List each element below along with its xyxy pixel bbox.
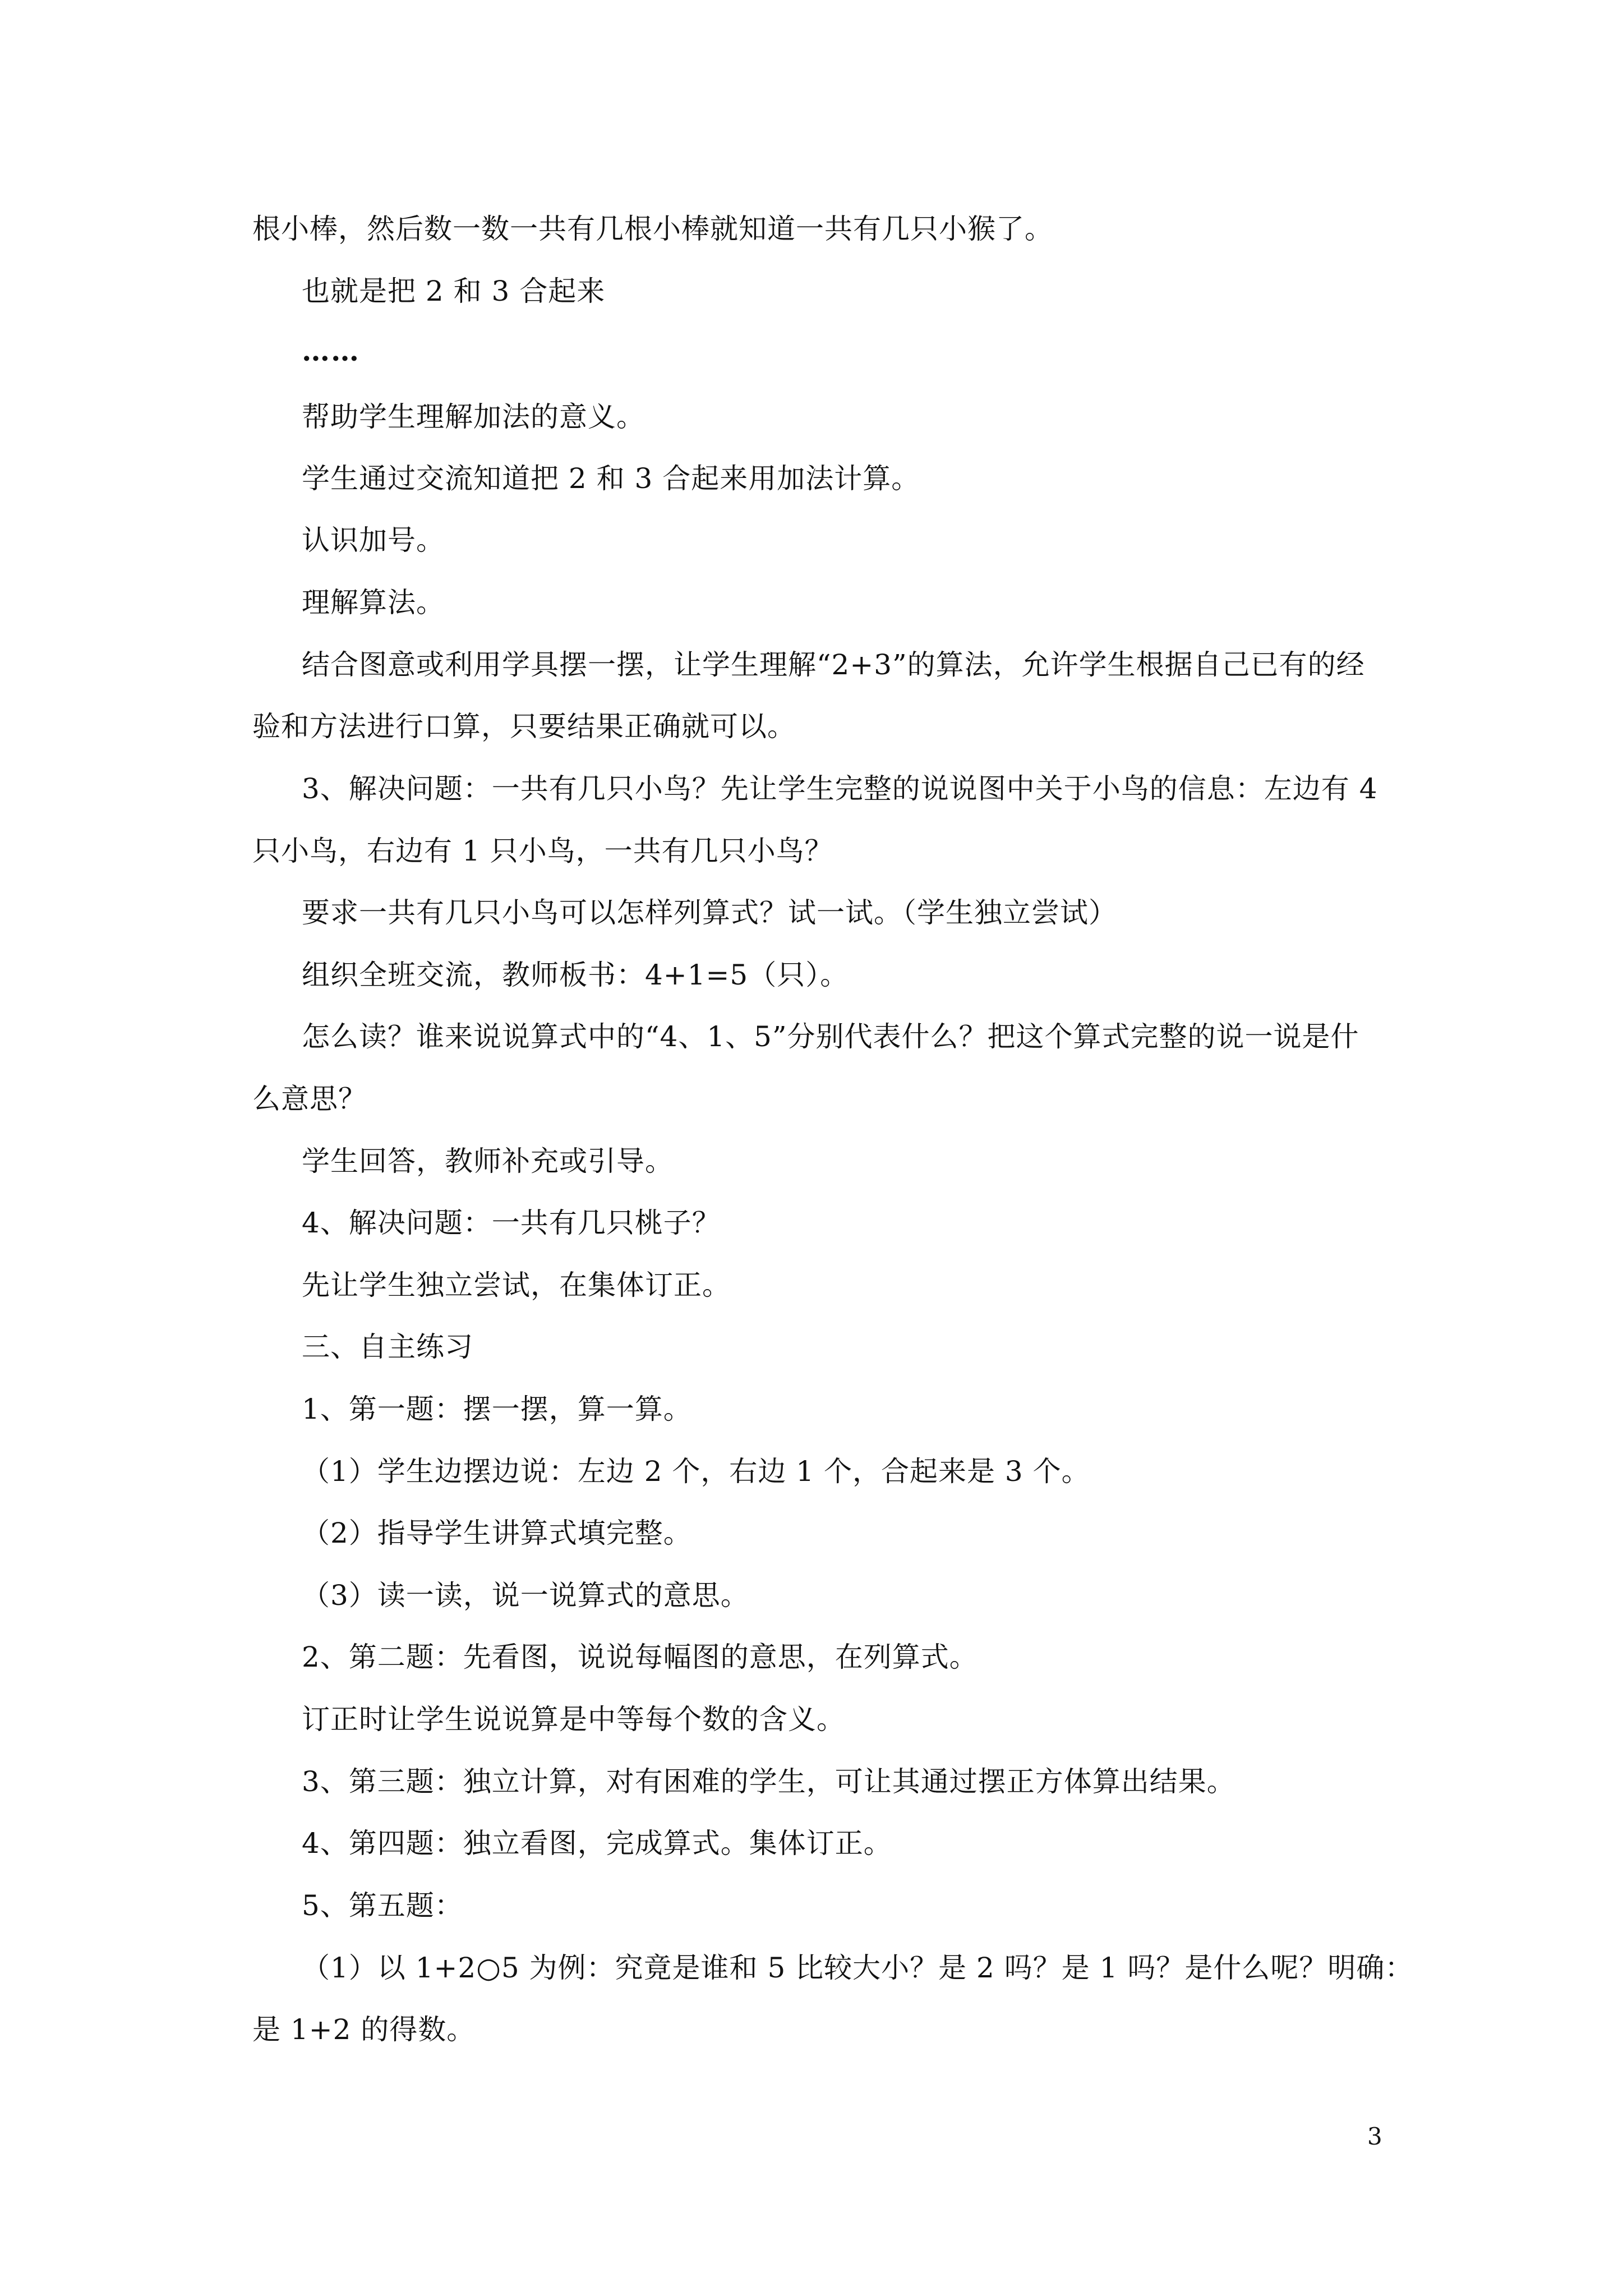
text-line: 理解算法。 bbox=[302, 586, 445, 619]
text-line: 学生通过交流知道把 2 和 3 合起来用加法计算。 bbox=[302, 462, 920, 495]
text-line: 3、第三题：独立计算，对有困难的学生，可让其通过摆正方体算出结果。 bbox=[302, 1765, 1235, 1798]
text-line: 4、解决问题：一共有几只桃子？ bbox=[302, 1207, 721, 1239]
text-line: 先让学生独立尝试，在集体订正。 bbox=[302, 1269, 731, 1301]
text-line: 学生回答，教师补充或引导。 bbox=[302, 1145, 674, 1177]
section-heading: 三、自主练习 bbox=[302, 1331, 473, 1363]
page-number: 3 bbox=[1367, 2123, 1382, 2150]
text-line: （1）学生边摆边说：左边 2 个，右边 1 个，合起来是 3 个。 bbox=[302, 1455, 1090, 1488]
text-line: 组织全班交流，教师板书：4+1=5（只）。 bbox=[302, 959, 849, 991]
text-line: 要求一共有几只小鸟可以怎样列算式？试一试。（学生独立尝试） bbox=[302, 896, 1117, 929]
text-line: 4、第四题：独立看图，完成算式。集体订正。 bbox=[302, 1827, 892, 1860]
text-line: 只小鸟，右边有 1 只小鸟，一共有几只小鸟？ bbox=[252, 835, 833, 867]
text-line: 是 1+2 的得数。 bbox=[252, 2013, 476, 2046]
text-line: 订正时让学生说说算是中等每个数的含义。 bbox=[302, 1703, 845, 1736]
text-line: 验和方法进行口算，只要结果正确就可以。 bbox=[252, 710, 796, 743]
text-line: 5、第五题： bbox=[302, 1889, 463, 1922]
text-line: 么意思？ bbox=[252, 1083, 367, 1115]
text-line: 1、第一题：摆一摆，算一算。 bbox=[302, 1393, 692, 1425]
text-line: （3）读一读，说一说算式的意思。 bbox=[302, 1579, 749, 1612]
text-line: （1）以 1+2○5 为例：究竟是谁和 5 比较大小？是 2 吗？是 1 吗？是什么呢？明确： bbox=[302, 1952, 1414, 1984]
text-line: （2）指导学生讲算式填完整。 bbox=[302, 1517, 692, 1549]
text-line: 结合图意或利用学具摆一摆，让学生理解“2+3”的算法，允许学生根据自己已有的经 bbox=[302, 648, 1365, 681]
text-line: 认识加号。 bbox=[302, 524, 445, 556]
text-line: 帮助学生理解加法的意义。 bbox=[302, 401, 645, 433]
ellipsis-line: …… bbox=[302, 334, 360, 367]
text-line: 怎么读？谁来说说算式中的“4、1、5”分别代表什么？把这个算式完整的说一说是什 bbox=[302, 1020, 1359, 1053]
text-line: 2、第二题：先看图，说说每幅图的意思，在列算式。 bbox=[302, 1641, 978, 1673]
text-line: 也就是把 2 和 3 合起来 bbox=[302, 275, 606, 307]
text-line: 3、解决问题：一共有几只小鸟？先让学生完整的说说图中关于小鸟的信息：左边有 4 bbox=[302, 772, 1378, 805]
text-line: 根小棒，然后数一数一共有几根小棒就知道一共有几只小猴了。 bbox=[252, 213, 1053, 245]
